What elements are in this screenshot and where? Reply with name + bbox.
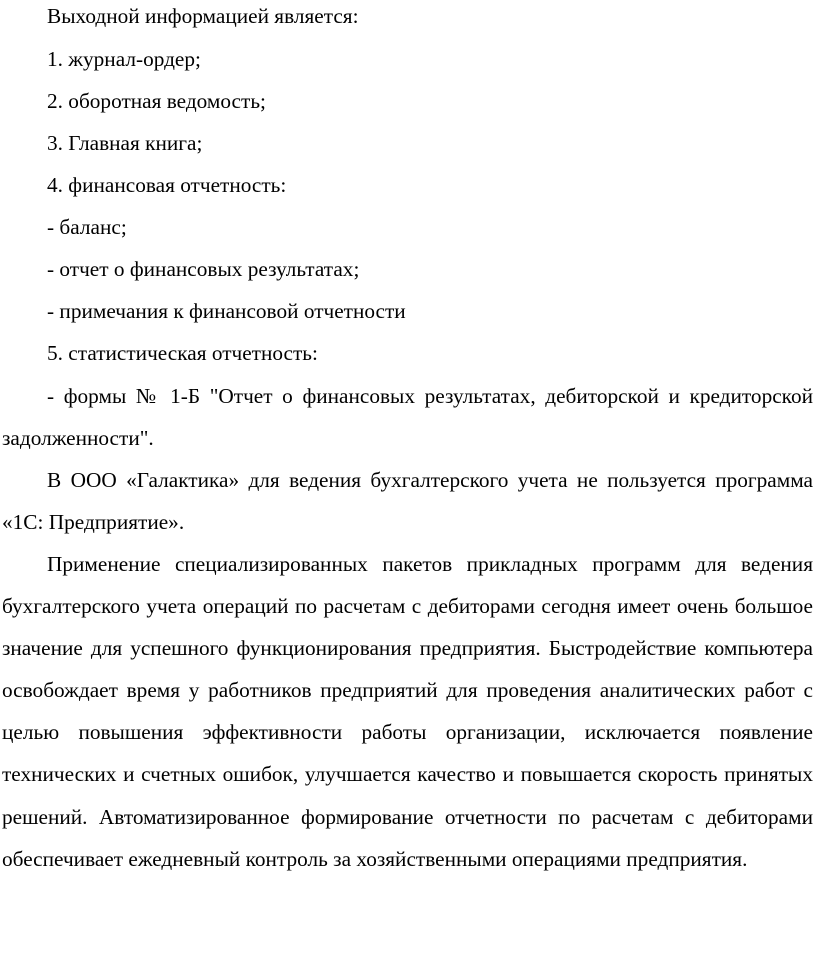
paragraph-application: Применение специализированных пакетов прикладных программ для ведения бухгалтерского учета операций по расчетам с дебиторами сегодня имеет очень большое значение для успешного функционирования предприятия. Быстродействие компьютера освобождает время у работников предприятий для проведения аналитических работ с целью повышения эффективности работы организации, исключается появление технических и счетных ошибок, улучшается качество и повышается скорость принятых решений. Автоматизированное формирование отчетности по расчетам с дебиторами обеспечивает ежедневный контроль за хозяйственными операциями предприятия. — [2, 552, 813, 871]
list-item: 2. оборотная ведомость; — [47, 89, 266, 113]
list-item: - отчет о финансовых результатах; — [47, 257, 360, 281]
list-item: 4. финансовая отчетность: — [47, 173, 287, 197]
list-item: - баланс; — [47, 215, 127, 239]
paragraph-forms: - формы № 1-Б "Отчет о финансовых результатах, дебиторской и кредиторской задолженности". — [2, 384, 813, 451]
intro-line: Выходной информацией является: — [47, 4, 359, 28]
list-item: 1. журнал-ордер; — [47, 47, 201, 71]
list-item: 5. статистическая отчетность: — [47, 341, 318, 365]
list-item: - примечания к финансовой отчетности — [47, 299, 406, 323]
paragraph-galaktika: В ООО «Галактика» для ведения бухгалтерского учета не пользуется программа «1С: Предприятие». — [2, 468, 813, 535]
list-item: 3. Главная книга; — [47, 131, 203, 155]
